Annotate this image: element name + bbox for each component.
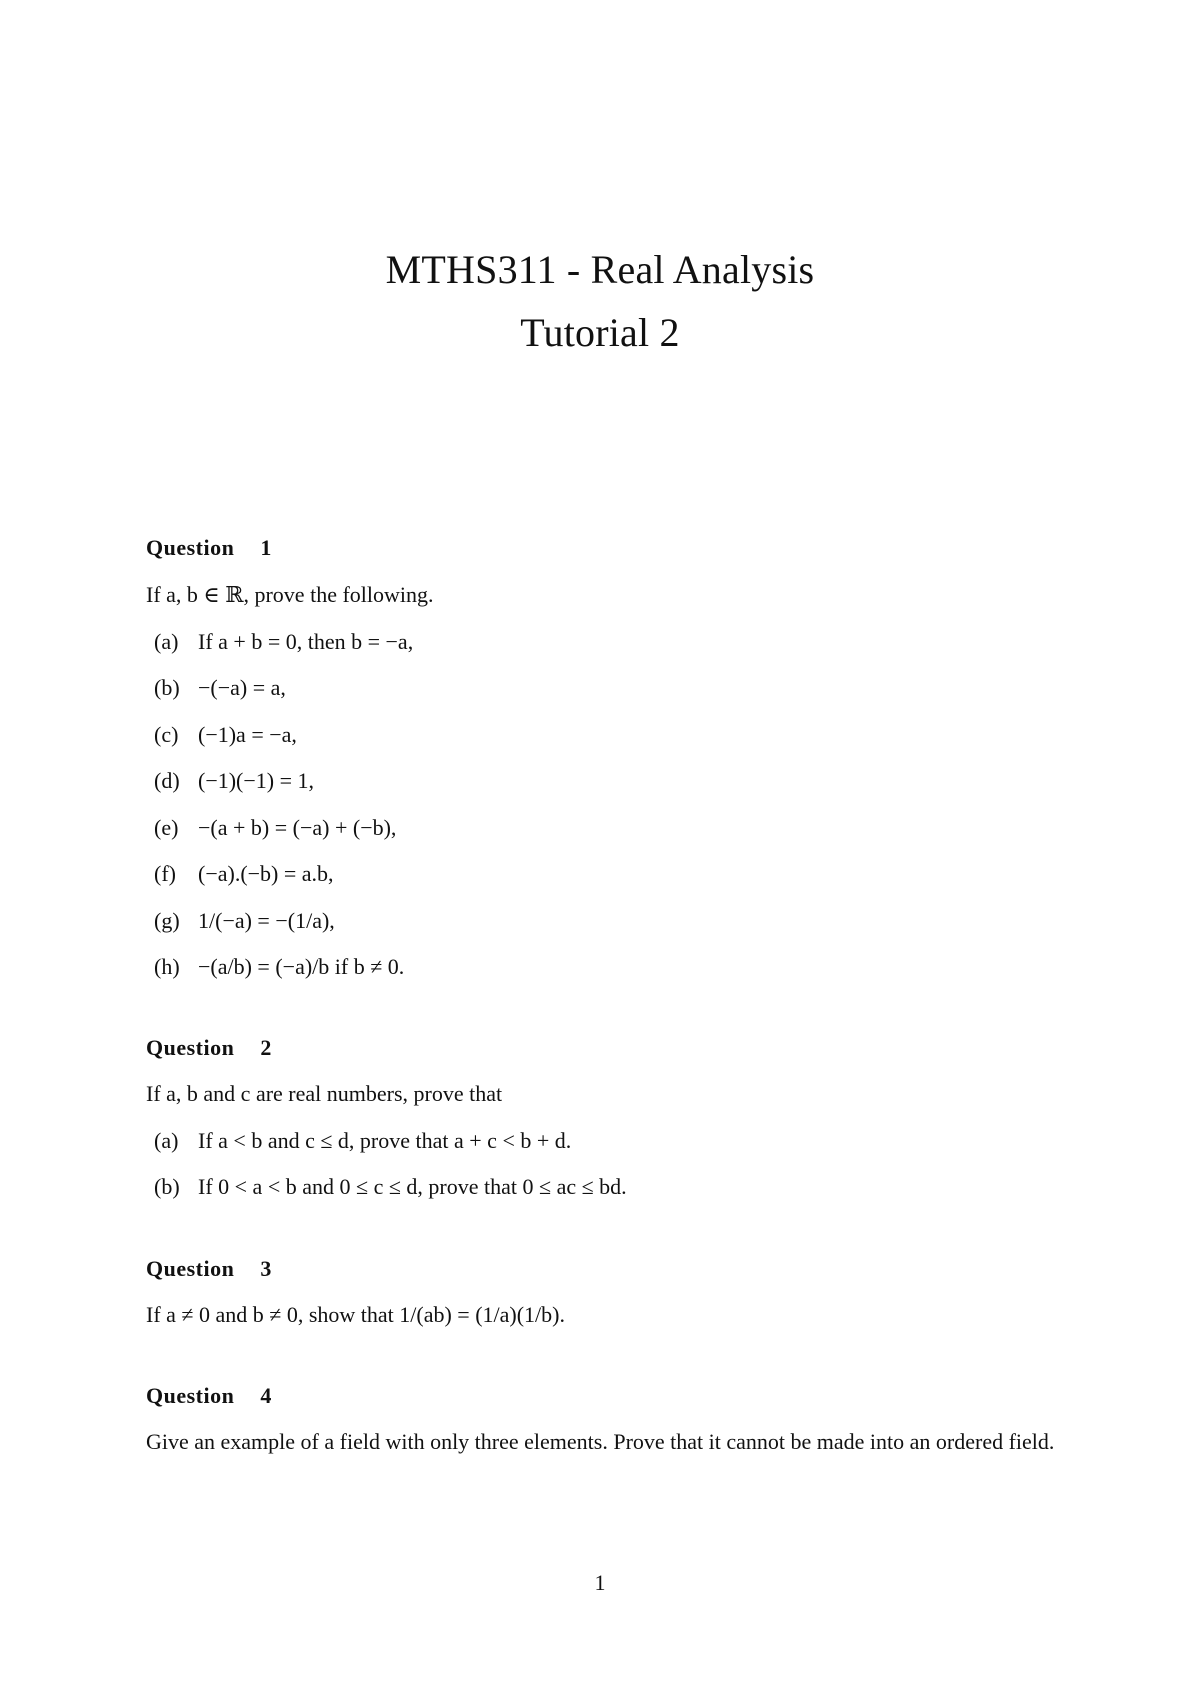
question-2-number: 2 — [260, 1035, 272, 1060]
item-label: (a) — [154, 1128, 179, 1153]
question-1-item-g — [154, 906, 335, 936]
item-label: (d) — [154, 768, 180, 793]
item-text: If 0 < a < b and 0 ≤ c ≤ d, prove that 0 ≤ ac ≤ bd. — [198, 1174, 627, 1199]
item-text: (−a).(−b) = a.b, — [198, 861, 334, 886]
item-label: (f) — [154, 861, 176, 886]
question-3-heading — [146, 1254, 272, 1284]
item-text: 1/(−a) = −(1/a), — [198, 908, 335, 933]
item-text: −(a + b) = (−a) + (−b), — [198, 815, 397, 840]
question-2-item-b — [154, 1172, 627, 1202]
item-label: (c) — [154, 722, 179, 747]
question-4-intro: Give an example of a field with only three elements. Prove that it cannot be made into an ordered field. — [146, 1429, 1055, 1454]
question-1-intro: If a, b ∈ ℝ, prove the following. — [146, 582, 434, 607]
item-text: (−1)(−1) = 1, — [198, 768, 315, 793]
item-label: (a) — [154, 629, 179, 654]
question-4-number: 4 — [260, 1383, 272, 1408]
page-subtitle: Tutorial 2 — [520, 310, 680, 355]
item-text: −(−a) = a, — [198, 675, 286, 700]
page-title: MTHS311 - Real Analysis — [385, 247, 815, 292]
item-text: If a + b = 0, then b = −a, — [198, 629, 414, 654]
item-text: −(a/b) = (−a)/b if b ≠ 0. — [198, 954, 405, 979]
question-3-intro: If a ≠ 0 and b ≠ 0, show that 1/(ab) = (1/a)(1/b). — [146, 1302, 565, 1327]
question-3-heading-label: Question — [146, 1256, 235, 1281]
question-2-intro: If a, b and c are real numbers, prove that — [146, 1081, 503, 1106]
question-1-item-a — [154, 627, 413, 657]
question-4-heading — [146, 1381, 272, 1411]
item-label: (b) — [154, 675, 180, 700]
question-1-item-c — [154, 720, 297, 750]
question-4-heading-label: Question — [146, 1383, 235, 1408]
questions-content — [146, 0, 1076, 1696]
question-1-item-b — [154, 673, 286, 703]
item-label: (e) — [154, 815, 179, 840]
question-2-heading — [146, 1033, 272, 1063]
question-1-item-f — [154, 859, 334, 889]
question-1-heading — [146, 533, 272, 563]
question-2-heading-label: Question — [146, 1035, 235, 1060]
item-label: (g) — [154, 908, 180, 933]
question-1-number: 1 — [260, 535, 272, 560]
question-3-number: 3 — [260, 1256, 272, 1281]
question-1-item-h — [154, 952, 404, 982]
page-number: 1 — [594, 1570, 606, 1595]
question-1-item-d — [154, 766, 314, 796]
item-text: (−1)a = −a, — [198, 722, 297, 747]
question-1-heading-label: Question — [146, 535, 235, 560]
item-label: (h) — [154, 954, 180, 979]
item-label: (b) — [154, 1174, 180, 1199]
item-text: If a < b and c ≤ d, prove that a + c < b + d. — [198, 1128, 572, 1153]
question-2-item-a — [154, 1126, 571, 1156]
question-1-item-e — [154, 813, 396, 843]
